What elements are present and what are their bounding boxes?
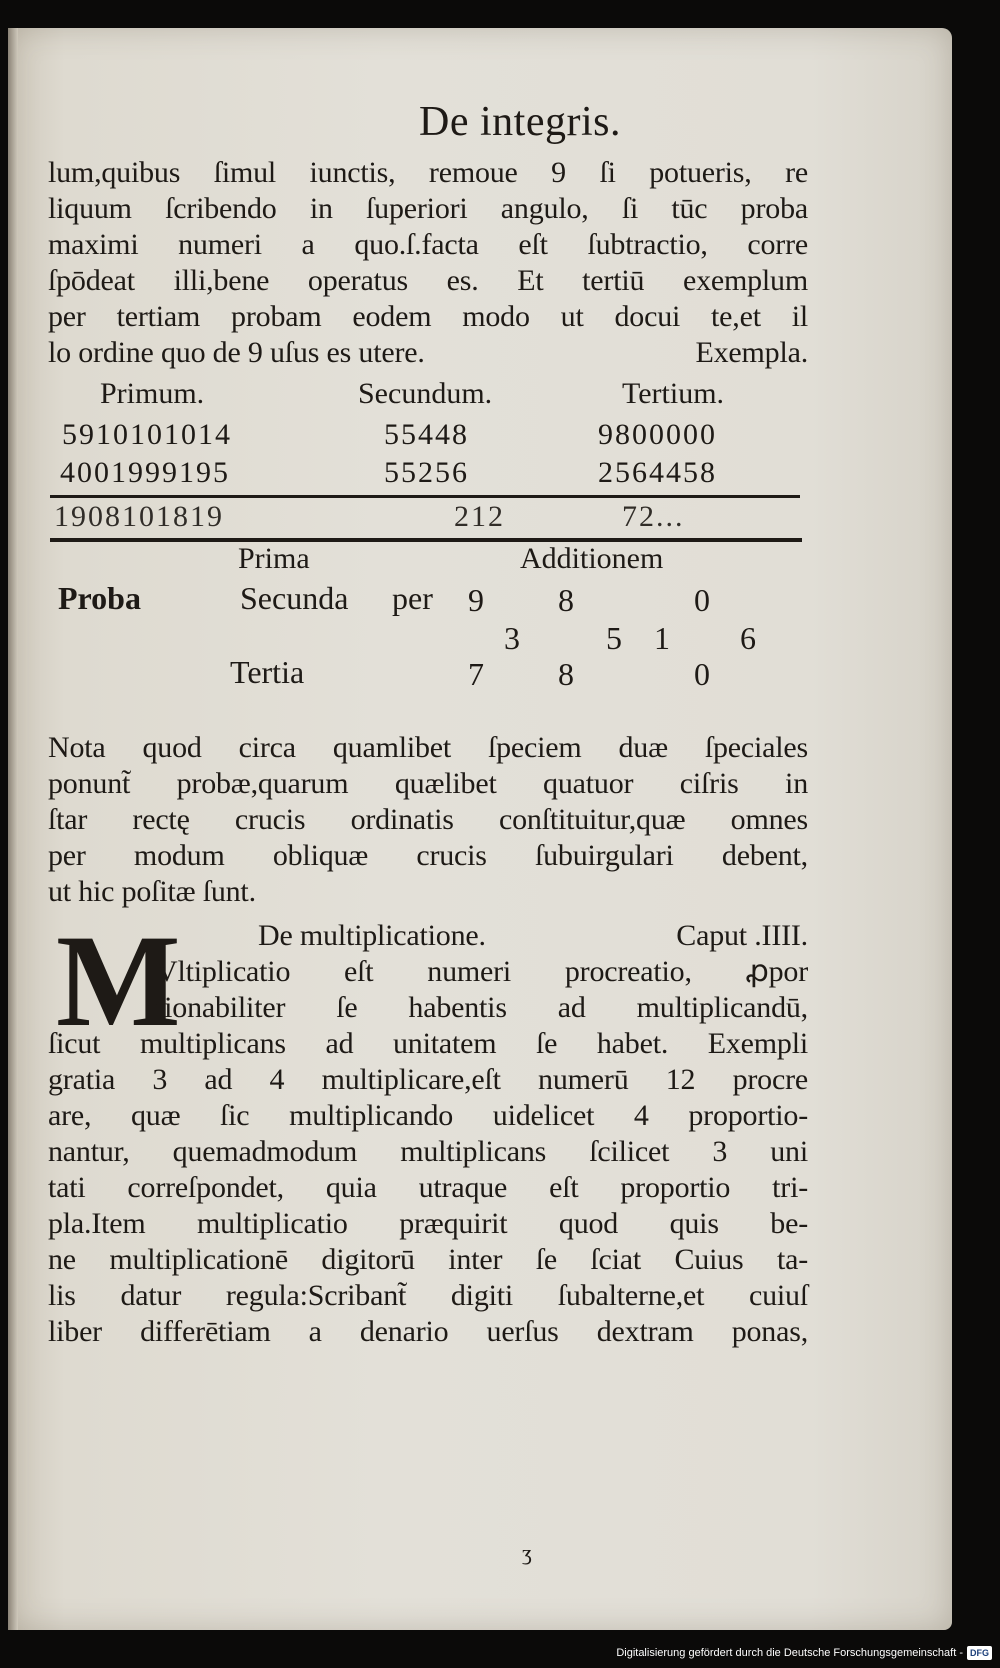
footer-text: Digitalisierung gefördert durch die Deutsche Forschungsgemeinschaft - [616, 1647, 963, 1659]
number-cell: 9800000 [598, 418, 717, 451]
text-line: per modum obliquæ crucis ſubuirgulari debent, [48, 839, 808, 872]
nota-paragraph [48, 730, 808, 910]
dfg-logo: DFG [967, 1646, 992, 1660]
text-line: tati correſpondet, quia utraque eſt proportio tri- [48, 1171, 808, 1204]
top-text-block [48, 155, 808, 371]
exempla-label: Exempla. [695, 336, 808, 369]
text-line: are, quæ ſic multiplicando uidelicet 4 proportio- [48, 1099, 808, 1132]
text-line-start: lo ordine quo de 9 uſus es utere. [48, 336, 425, 369]
text-line: per tertiam probam eodem modo ut docui te,et il [48, 300, 808, 333]
proba-label: Proba [58, 580, 141, 616]
running-header: De integris. [419, 99, 621, 145]
page-gutter [8, 28, 18, 1630]
text-line: tionabiliter ſe habentis ad multiplicandū, [156, 991, 808, 1024]
digitization-footer [616, 1642, 992, 1664]
text-line: ſtar rectę crucis ordinatis conſtituitur,quæ omnes [48, 803, 808, 836]
number-cell: 55448 [384, 418, 469, 451]
text-line: ne multiplicationē digitorū inter ſe ſciat Cuius ta- [48, 1243, 808, 1276]
text-line: liquum ſcribendo in ſuperiori angulo, ſi tūc proba [48, 192, 808, 225]
text-line: maximi numeri a quo.ſ.facta eſt ſubtractio, corre [48, 228, 808, 261]
proba-value: 5 [606, 620, 622, 656]
text-line: Vltiplicatio eſt numeri procreatio, ꝓpor [156, 955, 808, 988]
chapter-heading [258, 918, 808, 954]
proba-value: 9 [468, 582, 484, 618]
section-rule [50, 538, 802, 542]
heading-primum: Primum. [100, 377, 205, 410]
number-cell: 72... [622, 500, 685, 533]
proba-row-name: Secunda [240, 580, 349, 616]
proba-value: 7 [468, 656, 484, 692]
number-cell: 2564458 [598, 456, 717, 489]
chapter-number: Caput .IIII. [676, 919, 808, 952]
number-cell: 4001999195 [60, 456, 230, 489]
text-line: ſpōdeat illi,bene operatus es. Et tertiū exemplum [48, 264, 808, 297]
proba-value: 1 [654, 620, 670, 656]
text-line: ſicut multiplicans ad unitatem ſe habet. Exempli [48, 1027, 808, 1060]
number-cell: 5910101014 [62, 418, 232, 451]
example-headings [50, 377, 810, 415]
number-cell: 55256 [384, 456, 469, 489]
heading-tertium: Tertium. [622, 377, 725, 410]
text-line: lum,quibus ſimul iunctis, remoue 9 ſi potueris, re [48, 156, 808, 189]
chapter-block [48, 907, 808, 1350]
proba-row-name: Tertia [230, 654, 305, 690]
text-line: pla.Item multiplicatio præquirit quod quis be- [48, 1207, 808, 1240]
text-line: ut hic poſitæ ſunt. [48, 875, 256, 908]
text-line: lis datur regula:Scribant̃ digiti ſubalterne,et cuiuſ [48, 1279, 808, 1312]
proba-row-value: Additionem [520, 542, 664, 575]
number-cell: 1908101819 [54, 500, 224, 533]
proba-per: per [392, 580, 433, 616]
proba-value: 0 [694, 582, 710, 618]
text-line: nantur, quemadmodum multiplicans ſcilicet 3 uni [48, 1135, 808, 1168]
number-cell: 212 [454, 500, 505, 533]
signature-mark: ʒ [522, 1540, 532, 1565]
proba-value: 8 [558, 582, 574, 618]
proba-row-name: Prima [238, 542, 310, 575]
text-line: Nota quod circa quamlibet ſpeciem duæ ſpeciales [48, 731, 808, 764]
sum-rule [50, 495, 800, 498]
text-line [48, 335, 808, 371]
proba-value: 3 [504, 620, 520, 656]
proba-value: 6 [740, 620, 756, 656]
text-line: liber differētiam a denario uerſus dextram ponas, [48, 1315, 808, 1348]
proba-value: 8 [558, 656, 574, 692]
chapter-title: De multiplicatione. [258, 919, 486, 952]
text-line: gratia 3 ad 4 multiplicare,eſt numerū 12 procre [48, 1063, 808, 1096]
drop-capital: M [56, 907, 181, 1054]
heading-secundum: Secundum. [358, 377, 493, 410]
text-line: ponunt̃ probæ,quarum quælibet quatuor ciſris in [48, 767, 808, 800]
proba-value: 0 [694, 656, 710, 692]
